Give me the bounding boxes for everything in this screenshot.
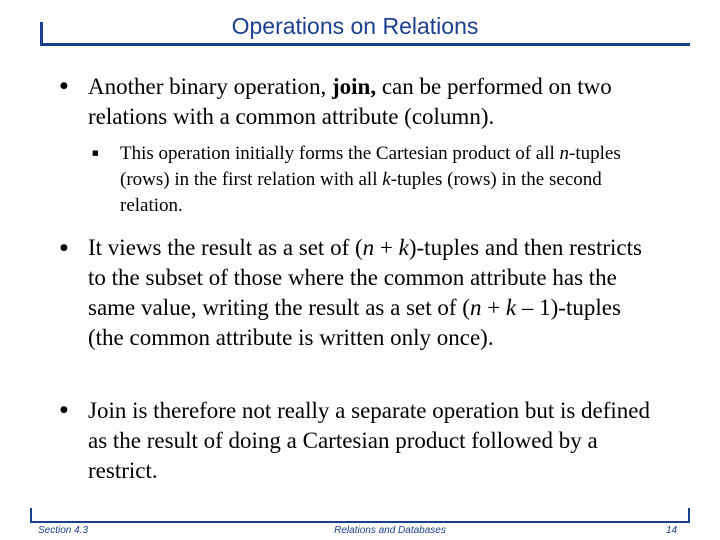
sub-bullet-text [120,141,660,219]
header-rule [40,43,690,46]
slide-title: Operations on Relations [231,13,479,39]
sub-bullet-seg4: k [382,169,391,190]
bullet-2-seg4: k [398,235,409,260]
bullet-text-1 [88,72,658,132]
footer-rule [30,521,690,523]
bullet-2-seg6: n [469,295,482,320]
bullet-1-emphasis: join, [331,74,377,99]
bullet-2-seg7: + [481,295,506,320]
bullet-1-text-before: Another binary operation, [88,74,332,99]
bullet-2-seg5: )-tuples and then restricts to the subset of those where the common attribute has the same value, writing the result as a set of ( [88,235,642,320]
sub-bullet-marker: ■ [92,149,99,157]
bullet-text-2 [88,233,658,353]
sub-bullet-seg2: n [559,143,570,164]
bullet-2-seg9: – 1)-tuples (the common attribute is written only once). [88,295,621,350]
bullet-2-seg1: It views the result as a set of ( [88,235,363,260]
bullet-marker-1: ● [60,81,68,91]
bullet-2-seg2: n [362,235,375,260]
footer-page-number: 14 [666,525,678,536]
sub-bullet-seg5: -tuples (rows) in the second relation. [120,169,602,216]
sub-bullet-seg1: This operation initially forms the Cartesian product of all [120,143,560,164]
footer-section: Section 4.3 [38,525,89,536]
footer-center-title: Relations and Databases [334,525,446,536]
bullet-2-seg8: k [505,295,517,320]
bullet-2-seg3: + [374,235,399,260]
bullet-1-text-after: can be performed on two relations with a common attribute (column). [88,74,612,129]
bullet-marker-2: ● [60,243,68,253]
bullet-text-3: Join is therefore not really a separate operation but is defined as the result of doing a Cartesian product followed by a restrict. [88,398,651,483]
bullet-marker-3: ● [60,405,68,415]
sub-bullet-seg3: -tuples (rows) in the first relation with all [120,143,621,190]
